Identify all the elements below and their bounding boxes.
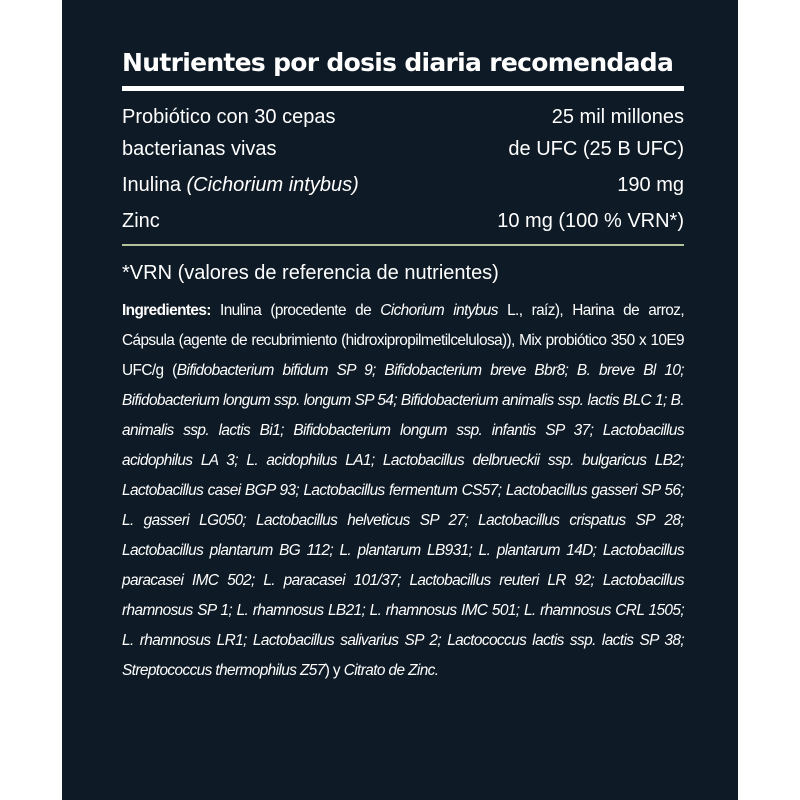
title-divider [122, 86, 684, 91]
nutrient-value: 10 mg (100 % VRN*) [497, 210, 684, 232]
ingredients-strain-list: Bifidobacterium bifidum SP 9; Bifidobacterium breve Bbr8; B. breve Bl 10; Bifidobacterium longum ssp. longum SP 54; Bifidobacterium animalis ssp. lactis BLC 1; B. animalis ssp. lactis Bi1; Bifidobacterium longum ssp. infantis SP 37; Lactobacillus acidophilus LA 3; L. acidophilus LA1; Lactobacillus delbrueckii ssp. bulgaricus LB2; Lactobacillus casei BGP 93; Lactobacillus fermentum CS57; Lactobacillus gasseri SP 56; L. gasseri LG050; Lactobacillus helveticus SP 27; Lactobacillus crispatus SP 28; Lactobacillus plantarum BG 112; L. plantarum LB931; L. plantarum 14D; Lactobacillus paracasei IMC 502; L. paracasei 101/37; Lactobacillus reuteri LR 92; Lactobacillus rhamnosus SP 1; L. rhamnosus LB21; L. rhamnosus IMC 501; L. rhamnosus CRL 1505; L. rhamnosus LR1; Lactobacillus salivarius SP 2; Lactococcus lactis ssp. lactis SP 38; Streptococcus thermophilus Z57 [122, 362, 684, 679]
ingredients-text: ) y [324, 662, 344, 679]
nutrient-name-text: Inulina [122, 174, 181, 196]
ingredients-paragraph [122, 296, 684, 686]
ingredients-label: Ingredientes: [122, 302, 211, 319]
nutrient-name: Zinc [122, 210, 160, 232]
nutrient-value: 190 mg [617, 174, 684, 196]
nutrition-label-panel [62, 0, 738, 800]
ingredients-text: Inulina (procedente de [210, 302, 381, 319]
ingredients-text: L., raíz), Harina de arroz, Cápsula (agente de recubrimiento (hidroxipropilmetilcelulosa)), Mix probiótico 350 x 10E9 UFC/g ( [122, 302, 684, 379]
nutrient-value: 25 mil millones [551, 106, 684, 128]
vrn-footnote: *VRN (valores de referencia de nutrientes) [122, 262, 499, 284]
nutrient-value: de UFC (25 B UFC) [508, 138, 684, 160]
ingredients-italic-text: Cichorium intybus [380, 302, 498, 319]
nutrition-table-title: Nutrientes por dosis diaria recomendada [122, 48, 674, 77]
ingredients-italic-text: Citrato de Zinc. [343, 662, 439, 679]
table-bottom-divider [122, 244, 684, 246]
nutrient-name: Probiótico con 30 cepas [122, 106, 336, 128]
nutrient-latin-name: (Cichorium intybus) [186, 174, 359, 196]
nutrient-name: bacterianas vivas [122, 138, 277, 160]
nutrient-name [122, 168, 359, 202]
